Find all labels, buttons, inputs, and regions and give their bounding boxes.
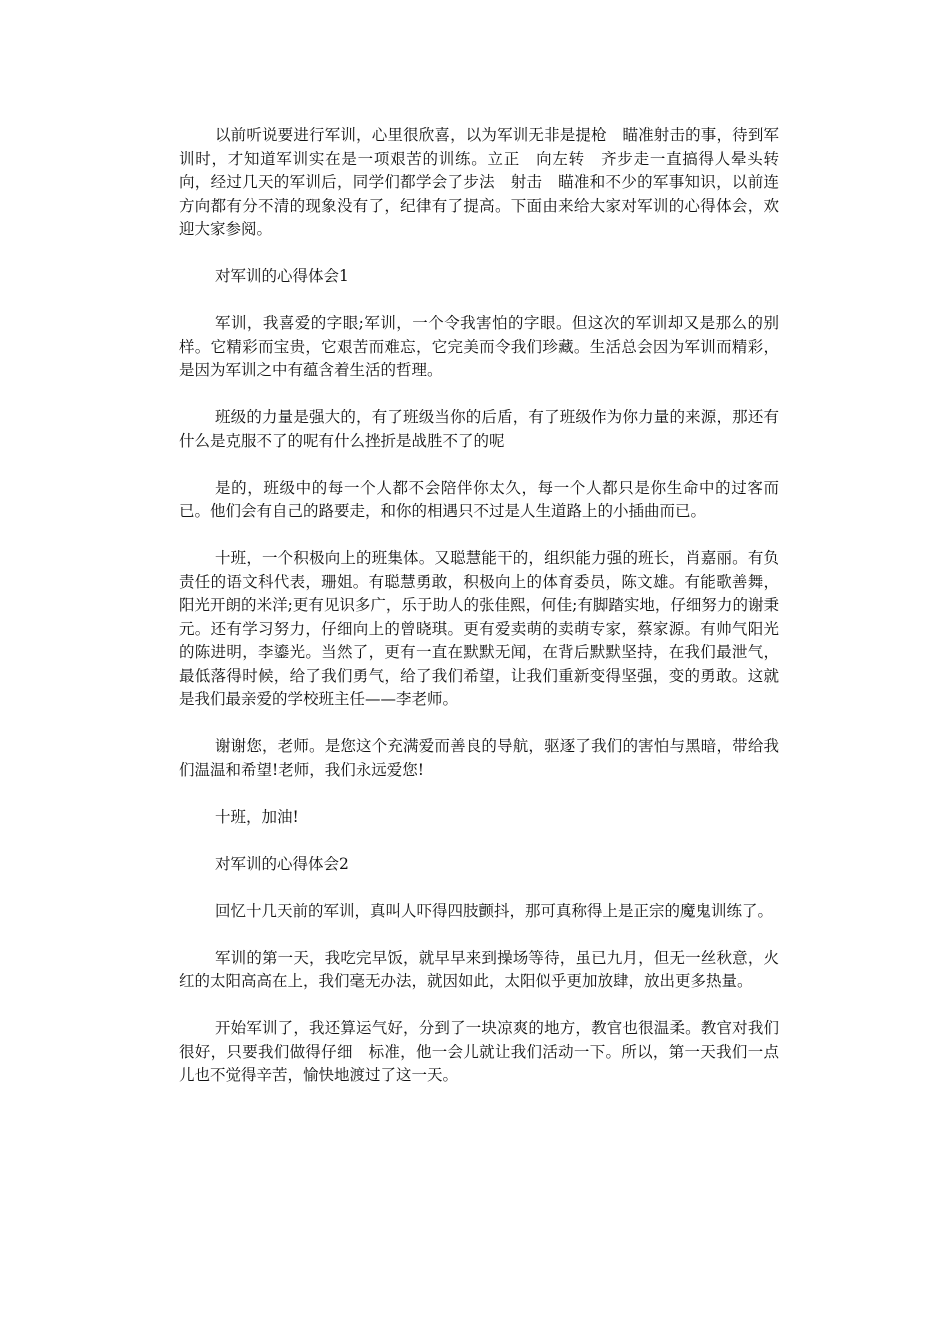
- paragraph: 军训，我喜爱的字眼;军训，一个令我害怕的字眼。但这次的军训却又是那么的别样。它精彩而宝贵，它艰苦而难忘，它完美而令我们珍藏。生活总会因为军训而精彩，是因为军训之中有蕴含着生活的哲理。: [179, 314, 779, 379]
- paragraph: 班级的力量是强大的，有了班级当你的后盾，有了班级作为你力量的来源，那还有什么是克服不了的呢有什么挫折是战胜不了的呢: [179, 408, 779, 450]
- paragraph: 军训的第一天，我吃完早饭，就早早来到操场等待，虽已九月，但无一丝秋意，火红的太阳高高在上，我们毫无办法，就因如此，太阳似乎更加放肆，放出更多热量。: [179, 948, 779, 990]
- paragraph: 十班，加油!: [215, 807, 299, 826]
- section-heading-2: 对军训的心得体会2: [215, 854, 349, 873]
- section-heading-1: 对军训的心得体会1: [215, 267, 349, 285]
- document-body: [179, 124, 779, 1111]
- paragraph: 是的，班级中的每一个人都不会陪伴你太久，每一个人都只是你生命中的过客而已。他们会有自己的路要走，和你的相遇只不过是人生道路上的小插曲而已。: [179, 478, 779, 520]
- paragraph: 十班，一个积极向上的班集体。又聪慧能干的，组织能力强的班长，肖嘉丽。有负责任的语文科代表，珊姐。有聪慧勇敢，积极向上的体育委员，陈文雄。有能歌善舞，阳光开朗的米洋;更有见识多广，乐于助人的张佳熙，何佳;有脚踏实地，仔细努力的谢秉元。还有学习努力，仔细向上的曾晓琪。更有爱卖萌的卖萌专家，蔡家源。有帅气阳光的陈进明，李鎏光。当然了，更有一直在默默无闻，在背后默默坚持，在我们最泄气，最低落得时候，给了我们勇气，给了我们希望，让我们重新变得坚强，变的勇敢。这就是我们最亲爱的学校班主任——李老师。: [179, 549, 779, 708]
- paragraph: 谢谢您，老师。是您这个充满爱而善良的导航，驱逐了我们的害怕与黑暗，带给我们温温和希望!老师，我们永远爱您!: [179, 737, 779, 779]
- paragraph: 回忆十几天前的军训，真叫人吓得四肢颤抖，那可真称得上是正宗的魔鬼训练了。: [215, 901, 774, 920]
- paragraph: 开始军训了，我还算运气好，分到了一块凉爽的地方，教官也很温柔。教官对我们很好，只要我们做得仔细 标准，他一会儿就让我们活动一下。所以，第一天我们一点儿也不觉得辛苦，愉快地渡过了这一天。: [179, 1019, 779, 1084]
- intro-paragraph: 以前听说要进行军训，心里很欣喜，以为军训无非是提枪 瞄准射击的事，待到军训时，才知道军训实在是一项艰苦的训练。立正 向左转 齐步走一直搞得人晕头转向，经过几天的军训后，同学们都学会了步法 射击 瞄准和不少的军事知识，以前连方向都有分不清的现象没有了，纪律有了提高。下面由来给大家对军训的心得体会，欢迎大家参阅。: [179, 126, 779, 238]
